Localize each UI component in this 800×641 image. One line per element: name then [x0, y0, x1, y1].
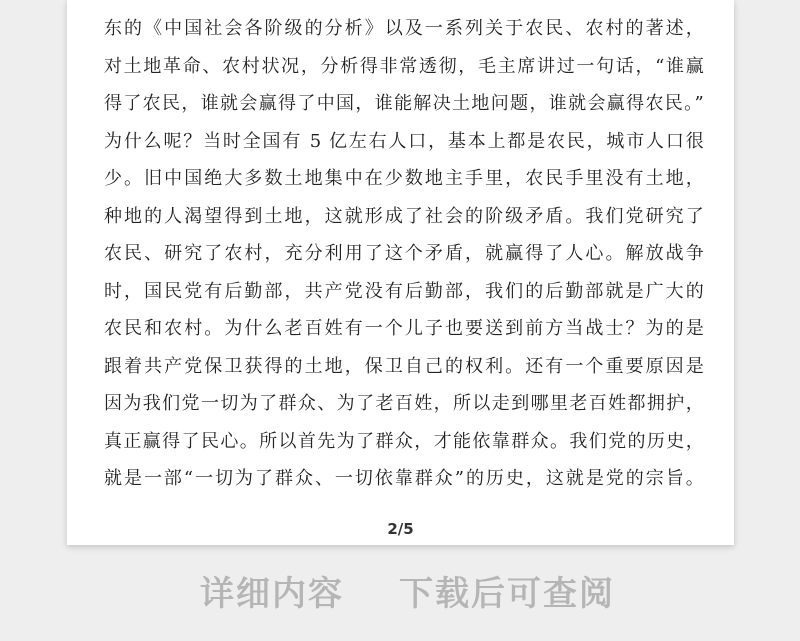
text-line: 得了农民，谁就会赢得了中国，谁能解决土地问题，谁就会赢得农民。”: [104, 93, 704, 114]
download-label[interactable]: 下载后可查阅: [399, 574, 615, 614]
text-line: 少。旧中国绝大多数土地集中在少数地主手里，农民手里没有土地，: [104, 168, 704, 189]
text-line: 农民、研究了农村，充分利用了这个矛盾，就赢得了人心。解放战争: [104, 243, 704, 264]
text-line: 时，国民党有后勤部，共产党没有后勤部，我们的后勤部就是广大的: [104, 280, 704, 302]
text-line: 因为我们党一切为了群众、为了老百姓，所以走到哪里老百姓都拥护，: [104, 393, 704, 414]
text-line: 真正赢得了民心。所以首先为了群众，才能依靠群众。我们党的历史，: [104, 430, 704, 452]
details-label[interactable]: 详细内容: [200, 574, 344, 614]
text-line: 就是一部“一切为了群众、一切依靠群众”的历史，这就是党的宗旨。: [104, 468, 704, 489]
text-line: 为什么呢？当时全国有 5 亿左右人口，基本上都是农民，城市人口很: [104, 130, 704, 152]
page-number: 2/5: [387, 520, 414, 538]
text-line: 农民和农村。为什么老百姓有一个儿子也要送到前方当战士？为的是: [104, 318, 704, 339]
text-line: 跟着共产党保卫获得的土地，保卫自己的权利。还有一个重要原因是: [104, 355, 704, 377]
text-line: 种地的人渴望得到土地，这就形成了社会的阶级矛盾。我们党研究了: [104, 205, 704, 227]
text-line: 东的《中国社会各阶级的分析》以及一系列关于农民、农村的著述，: [104, 18, 704, 39]
text-line: 对土地革命、农村状况，分析得非常透彻，毛主席讲过一句话，“谁赢: [104, 55, 704, 77]
footer-bar: [0, 560, 800, 620]
document-body: [104, 10, 704, 498]
document-page: [67, 0, 734, 545]
